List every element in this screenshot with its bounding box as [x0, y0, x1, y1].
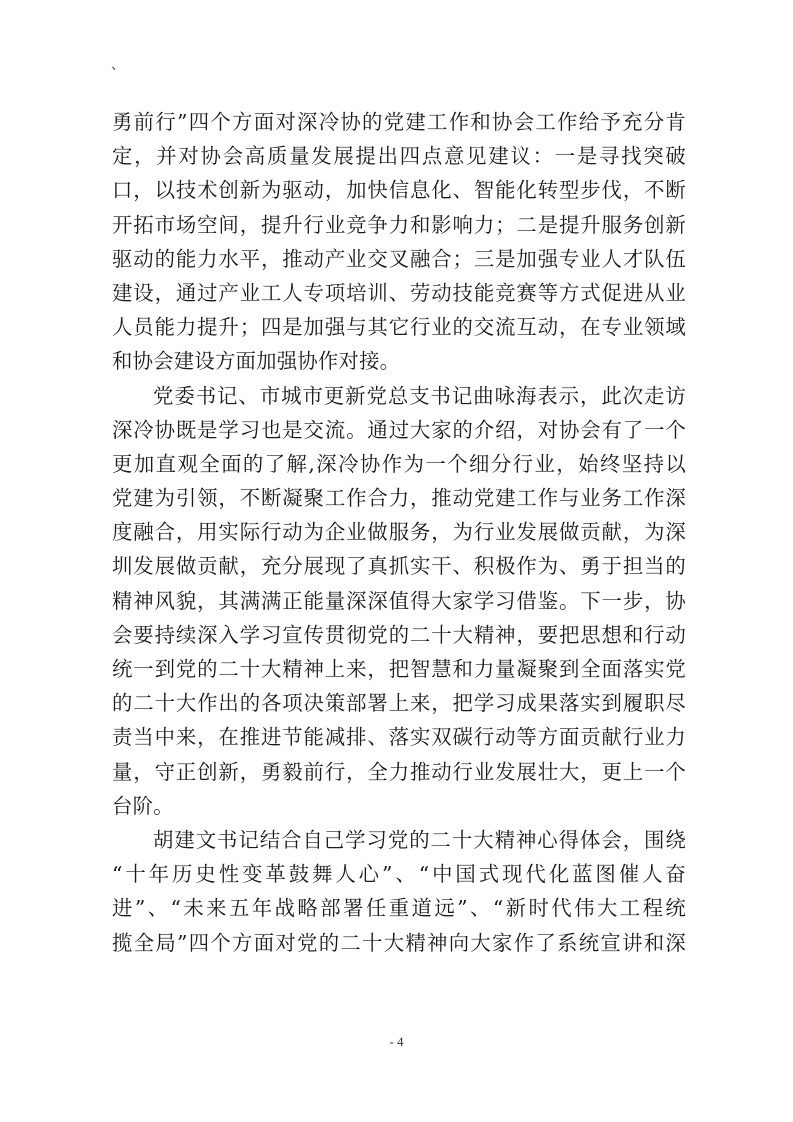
- stray-mark: 、: [111, 57, 125, 73]
- text-line: 和协会建设方面加强协作对接。: [112, 349, 401, 374]
- text-line: 勇前行”四个方面对深冷协的党建工作和协会工作给予充分肯: [112, 110, 686, 134]
- text-line: 党建为引领，不断凝聚工作合力，推动党建工作与业务工作深: [112, 486, 686, 511]
- text-line: 定，并对协会高质量发展提出四点意见建议：一是寻找突破: [112, 144, 686, 169]
- text-line: 度融合，用实际行动为企业做服务，为行业发展做贡献，为深: [112, 520, 686, 545]
- text-line: 揽全局”四个方面对党的二十大精神向大家作了系统宣讲和深: [112, 930, 686, 955]
- text-line: 深冷协既是学习也是交流。通过大家的介绍，对协会有了一个: [112, 417, 686, 442]
- text-line: 驱动的能力水平，推动产业交叉融合；三是加强专业人才队伍: [112, 246, 686, 271]
- text-line: 的二十大作出的各项决策部署上来，把学习成果落实到履职尽: [112, 691, 686, 716]
- text-line: 进”、“未来五年战略部署任重道远”、“新时代伟大工程统: [112, 896, 686, 921]
- text-line: 圳发展做贡献，充分展现了真抓实干、积极作为、勇于担当的: [112, 554, 686, 579]
- text-line: 统一到党的二十大精神上来，把智慧和力量凝聚到全面落实党: [112, 657, 686, 681]
- text-line: “十年历史性变革鼓舞人心”、“中国式现代化蓝图催人奋: [112, 862, 686, 887]
- text-line: 党委书记、市城市更新党总支书记曲咏海表示，此次走访: [153, 383, 686, 408]
- text-line: 责当中来，在推进节能减排、落实双碳行动等方面贡献行业力: [112, 725, 686, 750]
- paragraph-1: [112, 105, 686, 379]
- text-line: 口，以技术创新为驱动，加快信息化、智能化转型步伐，不断: [112, 178, 686, 203]
- text-line: 建设，通过产业工人专项培训、劳动技能竞赛等方式促进从业: [112, 280, 686, 305]
- paragraph-3: [112, 823, 686, 960]
- text-line: 精神风貌，其满满正能量深深值得大家学习借鉴。下一步，协: [112, 588, 686, 613]
- text-line: 人员能力提升；四是加强与其它行业的交流互动，在专业领域: [112, 315, 686, 340]
- page-number: - 4: [389, 1034, 404, 1049]
- text-line: 量，守正创新，勇毅前行，全力推动行业发展壮大，更上一个: [112, 759, 686, 784]
- text-line: 台阶。: [112, 793, 174, 818]
- paragraph-2: [112, 379, 686, 823]
- text-line: 胡建文书记结合自己学习党的二十大精神心得体会，围绕: [153, 827, 686, 852]
- text-line: 开拓市场空间，提升行业竞争力和影响力；二是提升服务创新: [112, 212, 686, 237]
- body-text: [112, 105, 686, 960]
- text-line: 更加直观全面的了解,深冷协作为一个细分行业，始终坚持以: [112, 451, 686, 476]
- text-line: 会要持续深入学习宣传贯彻党的二十大精神，要把思想和行动: [112, 622, 686, 647]
